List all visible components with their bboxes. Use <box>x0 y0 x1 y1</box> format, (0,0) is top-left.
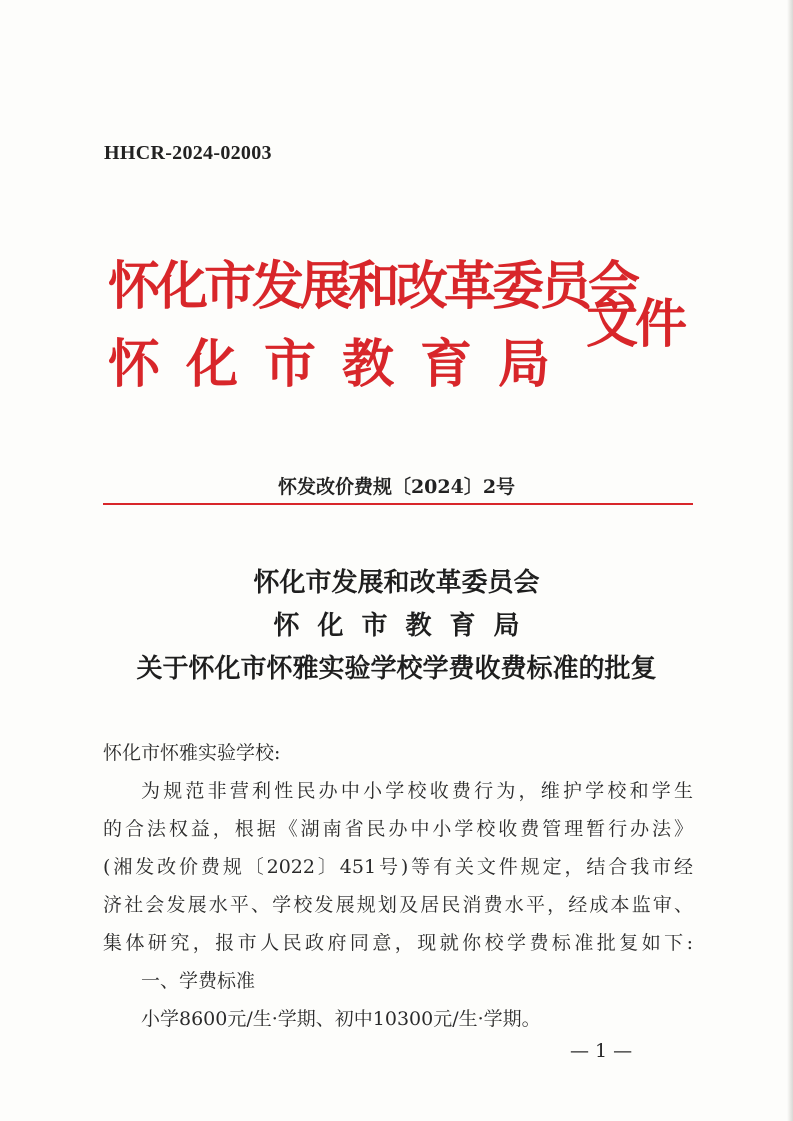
body-line: 济社会发展水平、学校发展规划及居民消费水平，经成本监审、 <box>103 894 693 916</box>
scan-edge <box>787 0 793 1121</box>
issuer-development-reform-commission: 怀化市发展和改革委员会 <box>108 257 637 317</box>
title-line-issuer-2: 怀化市教育局 <box>273 611 538 641</box>
issuer-education-bureau: 怀化市教育局 <box>108 335 577 395</box>
document-body <box>103 734 693 1038</box>
salutation: 怀化市怀雅实验学校: <box>103 742 281 764</box>
document-code: HHCR-2024-02003 <box>104 142 272 164</box>
body-line: 为规范非营利性民办中小学校收费行为，维护学校和学生 <box>141 780 693 802</box>
title-line-subject: 关于怀化市怀雅实验学校学费收费标准的批复 <box>136 654 657 684</box>
body-line: 的合法权益，根据《湖南省民办中小学校收费管理暂行办法》 <box>103 818 693 840</box>
body-line: (湘发改价费规〔2022〕451号)等有关文件规定，结合我市经 <box>103 856 693 878</box>
tuition-rates: 小学8600元/生·学期、初中10300元/生·学期。 <box>141 1008 541 1030</box>
document-number: 怀发改价费规〔2024〕2号 <box>277 476 516 498</box>
red-header-document-suffix: 文件 <box>586 295 685 355</box>
section-heading-tuition-standard: 一、学费标准 <box>141 970 256 992</box>
page-number: — 1 — <box>570 1040 633 1062</box>
title-line-issuer-1: 怀化市发展和改革委员会 <box>253 568 540 598</box>
red-separator-rule <box>103 503 693 505</box>
body-line: 集体研究，报市人民政府同意，现就你校学费标准批复如下: <box>103 932 693 954</box>
document-title <box>0 562 793 691</box>
